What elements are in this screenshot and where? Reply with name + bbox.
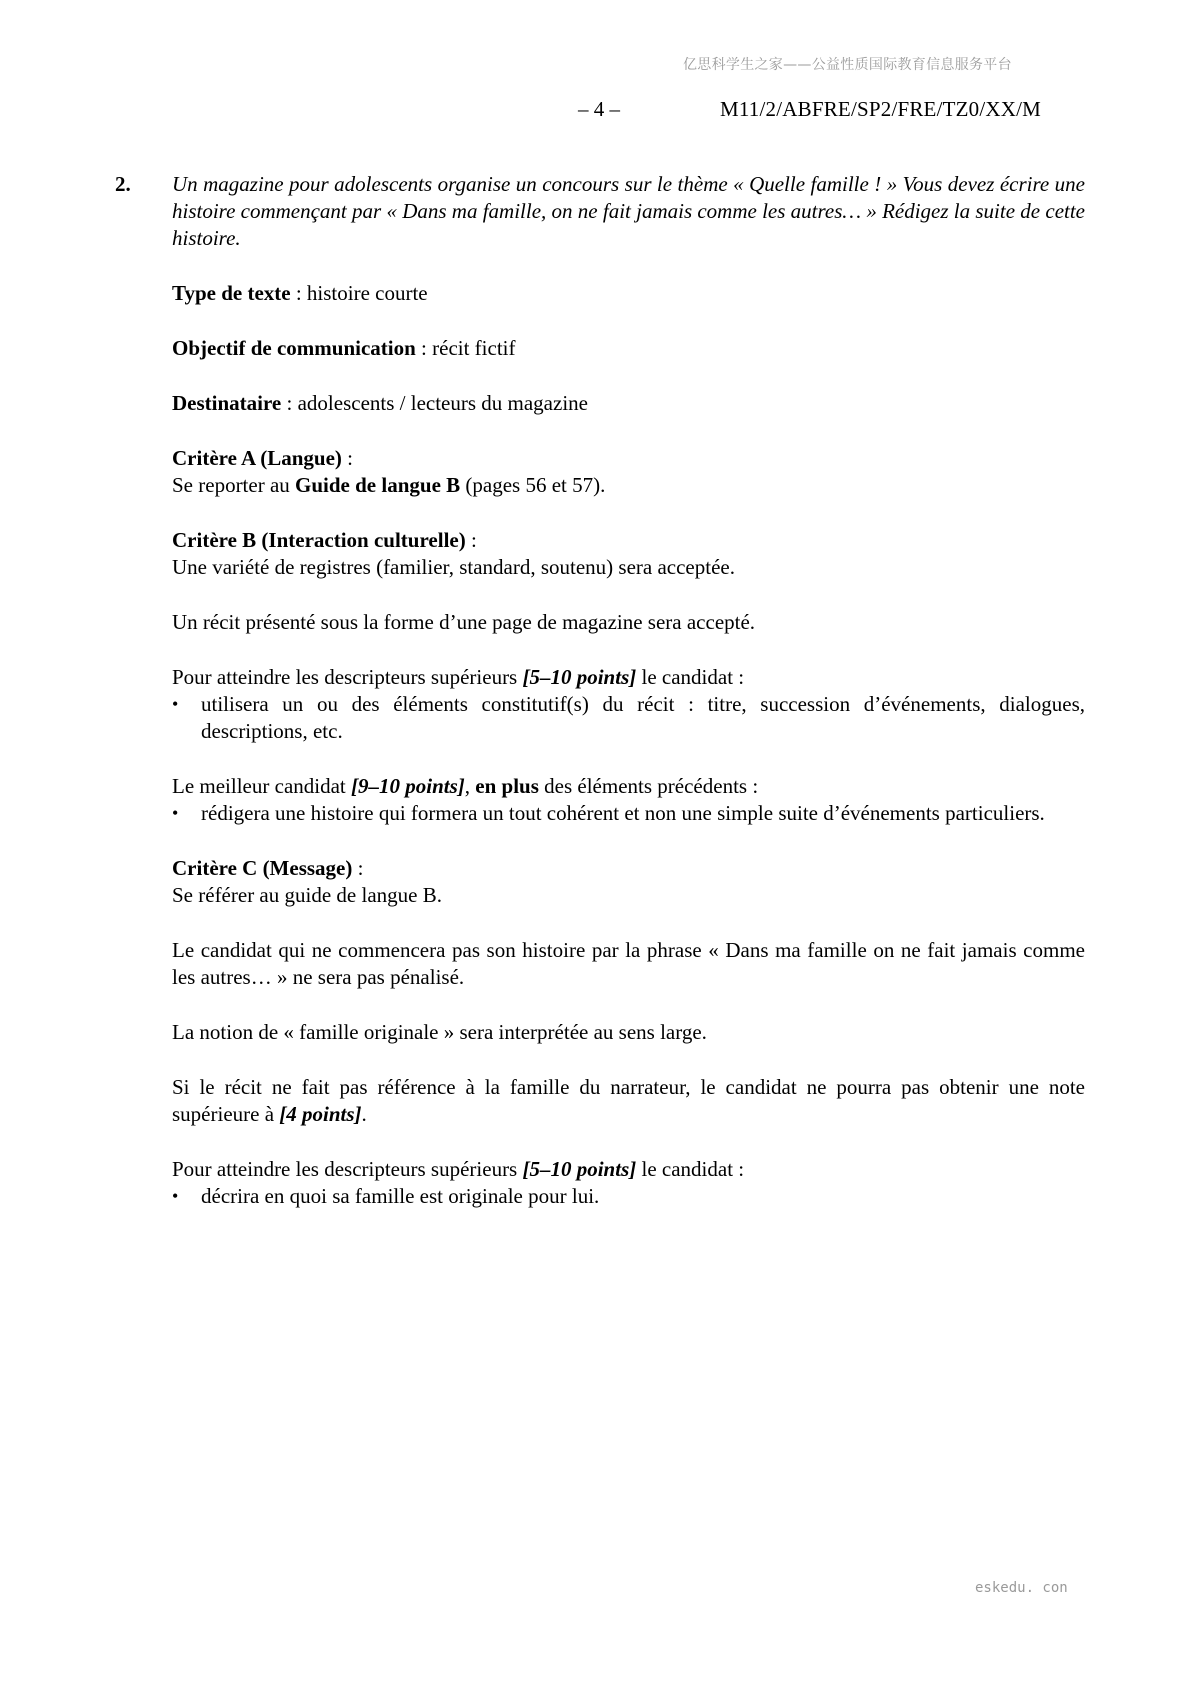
criterion-c-colon: : [352, 856, 364, 880]
recipient [172, 390, 1085, 417]
criterion-c-label: Critère C (Message) [172, 856, 353, 880]
higher1-points: [5–10 points] [522, 665, 637, 689]
criterion-b-text: Une variété de registres (familier, standard, soutenu) sera acceptée. [172, 555, 735, 579]
best-plus: en plus [475, 774, 539, 798]
higher1-post: le candidat : [636, 665, 745, 689]
best-points: [9–10 points] [351, 774, 465, 798]
objective-value: : récit fictif [415, 336, 516, 360]
question-intro: Un magazine pour adolescents organise un concours sur le thème « Quelle famille ! » Vous devez écrire une histoire commençant par « Dans ma famille, on ne fait jamais comme les autres… » Rédigez la suite de cette histoire. [172, 172, 1085, 250]
best-pre: Le meilleur candidat [172, 774, 352, 798]
criterion-b-colon: : [465, 528, 477, 552]
best-candidate [172, 773, 1085, 800]
higher2-pre: Pour atteindre les descripteurs supérieurs [172, 1157, 523, 1181]
criterion-a-post: (pages 56 et 57). [460, 473, 606, 497]
criterion-c-para-3 [172, 1074, 1085, 1128]
page-number: – 4 – [578, 97, 620, 121]
text-type [172, 280, 1085, 307]
document-code: M11/2/ABFRE/SP2/FRE/TZ0/XX/M [720, 97, 1042, 121]
higher-descriptors-2 [172, 1156, 1085, 1183]
criterion-a-pre: Se reporter au [172, 473, 296, 497]
communication-objective [172, 335, 1085, 362]
recipient-label: Destinataire [172, 391, 282, 415]
para3-post: . [361, 1102, 367, 1126]
watermark-bottom: eskedu. con [975, 1580, 1068, 1596]
criterion-b-label: Critère B (Interaction culturelle) [172, 528, 466, 552]
higher-descriptors-1 [172, 664, 1085, 691]
list-item: • rédigera une histoire qui formera un tout cohérent et non une simple suite d’événements particuliers. [172, 800, 1085, 827]
criterion-a-heading [172, 445, 1085, 472]
recipient-value: : adolescents / lecteurs du magazine [281, 391, 588, 415]
criterion-c-para-2: La notion de « famille originale » sera interprétée au sens large. [172, 1020, 707, 1044]
list-item: • utilisera un ou des éléments constitutif(s) du récit : titre, succession d’événements, dialogues, descriptions, etc. [172, 691, 1085, 745]
criterion-c-para-1: Le candidat qui ne commencera pas son histoire par la phrase « Dans ma famille on ne fait jamais comme les autres… » ne sera pas pénalisé. [172, 938, 1085, 989]
higher2-post: le candidat : [636, 1157, 745, 1181]
question-block [115, 171, 1085, 1238]
higher2-points: [5–10 points] [522, 1157, 637, 1181]
text-type-label: Type de texte [172, 281, 291, 305]
para3-pre: Si le récit ne fait pas référence à la famille du narrateur, le candidat ne pourra pas obtenir une note supérieure à [172, 1075, 1085, 1126]
best-list [172, 800, 1085, 827]
higher1-list [172, 691, 1085, 745]
text-type-value: : histoire courte [290, 281, 428, 305]
higher2-list [172, 1183, 1085, 1210]
objective-label: Objectif de communication [172, 336, 416, 360]
criterion-b-heading [172, 527, 1085, 554]
para3-points: [4 points] [279, 1102, 362, 1126]
best-post: des éléments précédents : [538, 774, 759, 798]
watermark-top: 亿思科学生之家——公益性质国际教育信息服务平台 [683, 57, 1012, 73]
criterion-a-label: Critère A (Langue) [172, 446, 342, 470]
question-body [172, 171, 1085, 1210]
list-item: • décrira en quoi sa famille est originale pour lui. [172, 1183, 1085, 1210]
criterion-a-text [172, 472, 1085, 499]
criterion-c-heading [172, 855, 1085, 882]
question-number: 2. [115, 172, 131, 196]
criterion-c-text: Se référer au guide de langue B. [172, 883, 442, 907]
criterion-a-colon: : [341, 446, 354, 470]
criterion-b-text-2: Un récit présenté sous la forme d’une page de magazine sera accepté. [172, 610, 756, 634]
criterion-a-guide: Guide de langue B [295, 473, 461, 497]
best-comma: , [464, 774, 476, 798]
higher1-pre: Pour atteindre les descripteurs supérieurs [172, 665, 523, 689]
